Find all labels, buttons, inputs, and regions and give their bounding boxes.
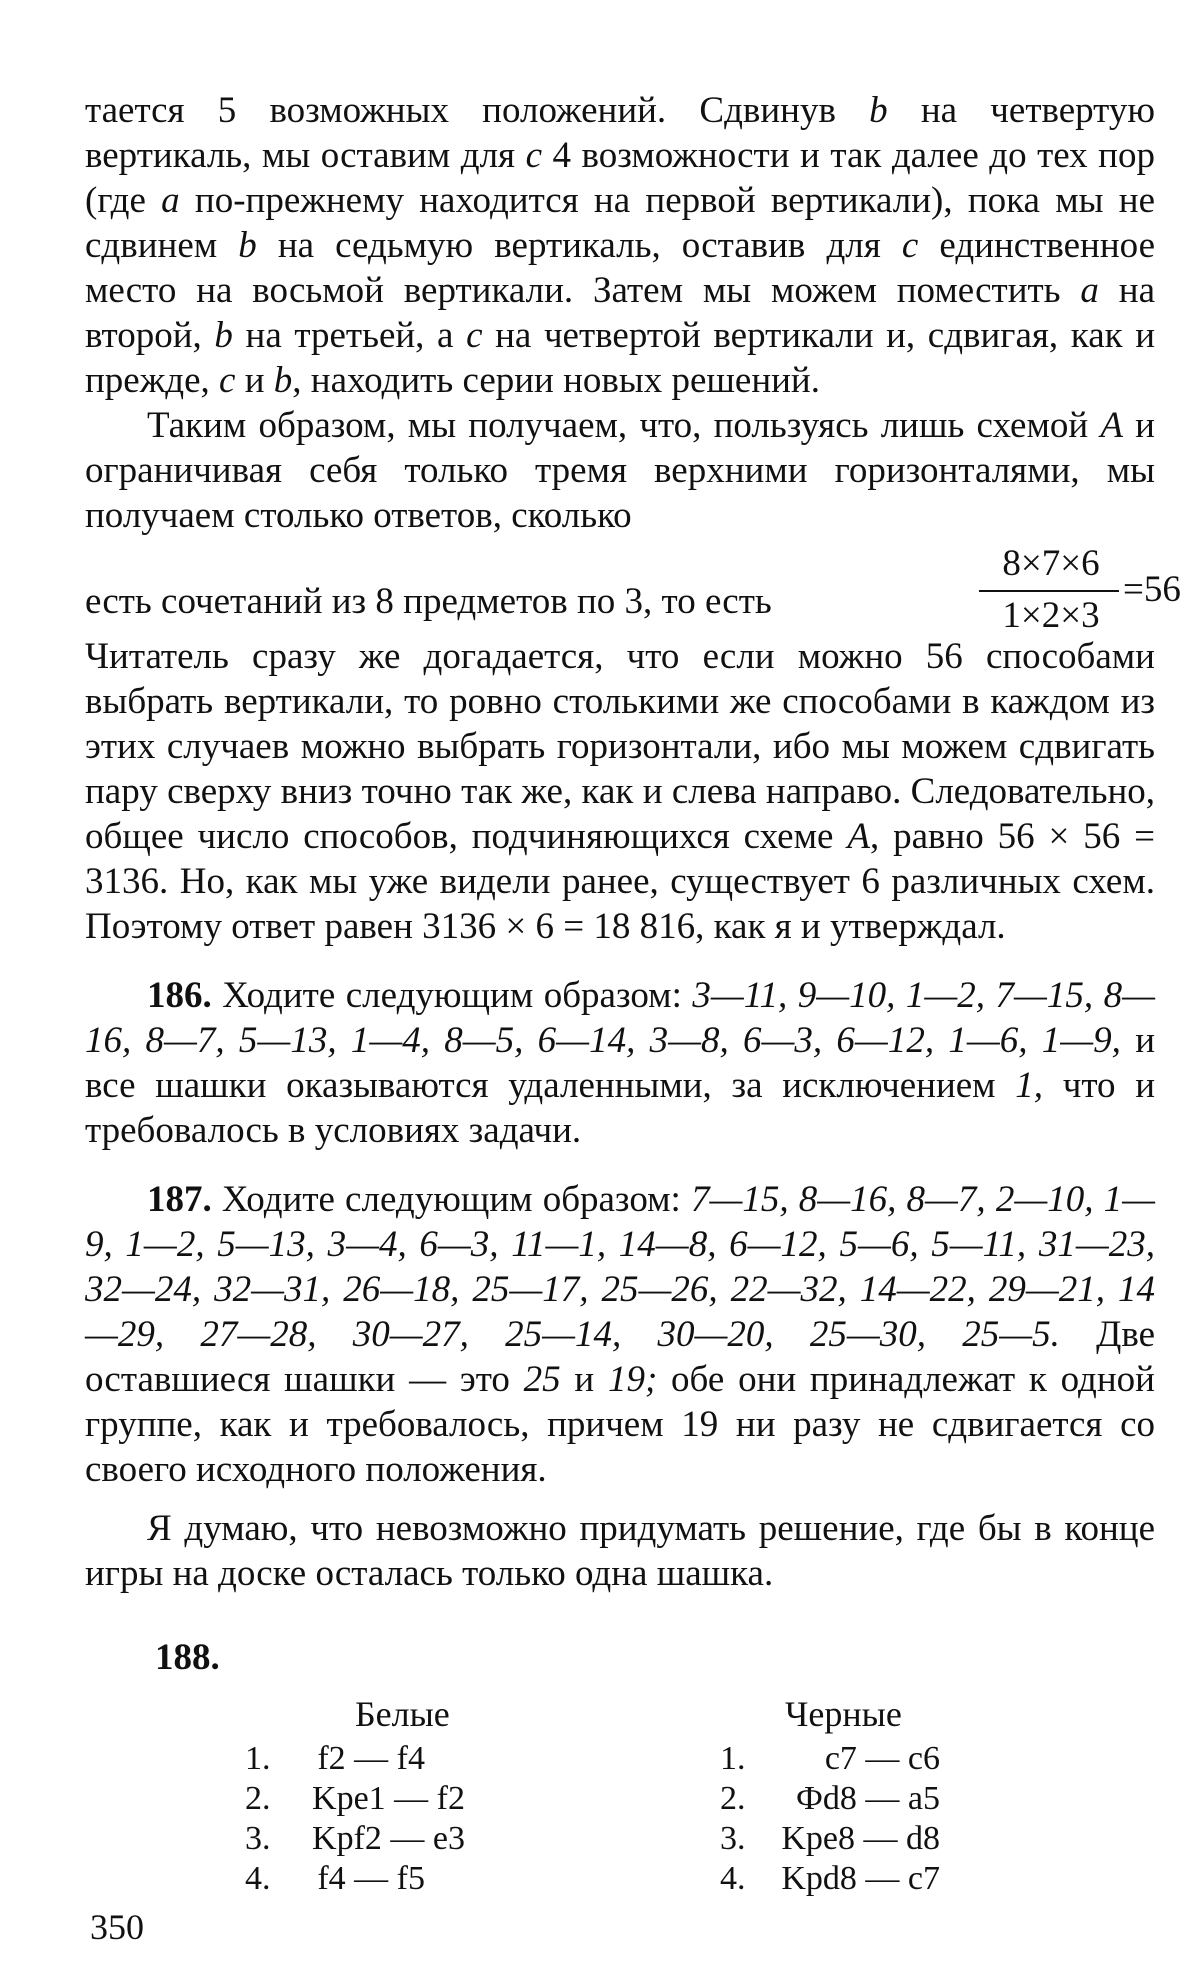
text-run: на седьмую вертикаль, оставив для (256, 225, 902, 266)
text-run: и (235, 360, 274, 401)
text-run: Ходите следующим образом: (211, 975, 693, 1016)
text-run: что и требовалось в условиях задачи. (85, 1065, 1156, 1151)
move-text: Фd8 — a5 (796, 1780, 940, 1817)
text-run: тается 5 возможных положений. Сдвинув (85, 90, 870, 131)
piece-number: 19; (607, 1359, 658, 1400)
text-run: на второй, (85, 270, 1156, 356)
problem-188-number: 188. (155, 1637, 220, 1678)
text-run: по-прежнему находится на первой вертикали), пока мы не сдвинем (85, 180, 1155, 266)
move-number: 4. (245, 1860, 271, 1897)
problem-number: 187. (147, 1179, 212, 1220)
var-A: A (1100, 405, 1123, 446)
text-run: Таким образом, мы получаем, что, пользуясь лишь схемой (147, 405, 1101, 446)
text-run: единственное место на восьмой вертикали. Затем мы можем поместить (85, 225, 1155, 311)
paragraph-reader (85, 634, 1155, 949)
paragraph-scheme-a (85, 403, 1155, 538)
moves-table (85, 1693, 1155, 1897)
move-number: 3. (720, 1820, 746, 1857)
piece-number: 1, (1015, 1065, 1044, 1106)
var-c: c (525, 135, 543, 176)
piece-number: 25 (523, 1359, 561, 1400)
move-list: 7—15, 8—16, 8—7, 2—10, 1—9, 1—2, 5—13, 3—4, 6—3, 11—1, 14—8, 6—12, 5—6, 5—11, 31—23, 32—24, 32—31, 26—18, 25—17, 25—26, 22—32, 14—22, 29—21, 14—29, 27—28, 30—27, 25—14, 30—20, 25—30, 25—5. (85, 1179, 1156, 1355)
move-text: f4 — f5 (317, 1860, 425, 1897)
var-b: b (273, 360, 293, 401)
black-column-header: Черные (785, 1694, 902, 1734)
text-run: , находить серии новых решений. (292, 360, 820, 401)
move-number: 2. (720, 1780, 746, 1817)
white-column-header: Белые (355, 1694, 450, 1734)
text-run: Я думаю, что невозможно придумать решение, где бы в конце игры на доске осталась только одна шашка. (85, 1508, 1155, 1594)
problem-number: 186. (147, 975, 212, 1016)
fraction-numerator: 8×7×6 (1002, 543, 1100, 584)
var-c: c (466, 315, 483, 356)
move-text: f2 — f4 (317, 1740, 425, 1777)
white-move-row (245, 1739, 425, 1779)
move-number: 1. (245, 1740, 271, 1777)
fraction-bar (979, 590, 1119, 592)
black-move-row (720, 1739, 940, 1779)
text-run: обе они принадлежат к одной группе, как и требовалось, причем 19 ни разу не сдвигается со своего исходного положения. (85, 1359, 1155, 1490)
fraction-denominator: 1×2×3 (1002, 595, 1100, 636)
var-b: b (238, 225, 257, 266)
text-run: на четвертой вертикали и, сдвигая, как и прежде, (85, 315, 1156, 401)
black-move-row (720, 1819, 940, 1859)
var-a: a (1080, 270, 1099, 311)
text-run: Две оставшиеся шашки — это (85, 1314, 1155, 1400)
white-move-row (245, 1859, 425, 1899)
move-text: c7 — c6 (824, 1740, 940, 1777)
text-run: и ограничивая себя только тремя верхними горизонталями, мы получаем столько ответов, сколько (85, 405, 1155, 536)
move-text: Kpe1 — f2 (312, 1780, 465, 1817)
move-number: 1. (720, 1740, 746, 1777)
text-run: и все шашки оказываются удаленными, за исключением (85, 1020, 1155, 1106)
var-b: b (214, 315, 233, 356)
move-text: Kpd8 — c7 (781, 1860, 940, 1897)
var-c: c (219, 360, 236, 401)
page-number: 350 (90, 1907, 144, 1947)
move-number: 2. (245, 1780, 271, 1817)
move-text: Kpe8 — d8 (781, 1820, 940, 1857)
text-run: , равно 56 × 56 = 3136. Но, как мы уже видели ранее, существует 6 различных схем. Поэтому ответ равен 3136 × 6 = 18 816, как я и утверждал. (85, 816, 1155, 947)
text-run: на четвертую вертикаль, мы оставим для (85, 90, 1156, 176)
text-run: 4 возможности и так далее до тех пор (где (85, 135, 1155, 221)
text-run: Ходите следующим образом: (211, 1179, 691, 1220)
page-content (85, 88, 1181, 1897)
white-move-row (245, 1819, 465, 1859)
formula-lead-text: есть сочетаний из 8 предметов по 3, то есть (85, 581, 772, 622)
text-run: и (560, 1359, 608, 1400)
paragraph-intro (85, 88, 1155, 403)
var-A: A (847, 816, 870, 857)
text-run: на третьей, а (232, 315, 467, 356)
paragraph-conclusion (85, 1506, 1155, 1596)
move-list: 3—11, 9—10, 1—2, 7—15, 8—16, 8—7, 5—13, 1—4, 8—5, 6—14, 3—8, 6—3, 6—12, 1—6, 1—9, (85, 975, 1156, 1061)
paragraph-186 (85, 973, 1155, 1153)
var-a: a (161, 180, 180, 221)
var-c: c (901, 225, 919, 266)
black-move-row (720, 1859, 940, 1899)
move-number: 3. (245, 1820, 271, 1857)
move-number: 4. (720, 1860, 746, 1897)
white-move-row (245, 1779, 465, 1819)
combination-formula-line (85, 542, 1181, 636)
text-run: Читатель сразу же догадается, что если можно 56 способами выбрать вертикали, то ровно столькими же способами в каждом из этих случаев можно выбрать горизонтали, ибо мы можем сдвигать пару сверху вниз точно так же, как и слева направо. Следовательно, общее число способов, подчиняющихся схеме (85, 636, 1155, 857)
fraction-result: =56 (1123, 569, 1181, 610)
paragraph-187 (85, 1177, 1155, 1492)
black-move-row (720, 1779, 940, 1819)
var-b: b (869, 90, 888, 131)
move-text: Kpf2 — e3 (312, 1820, 465, 1857)
